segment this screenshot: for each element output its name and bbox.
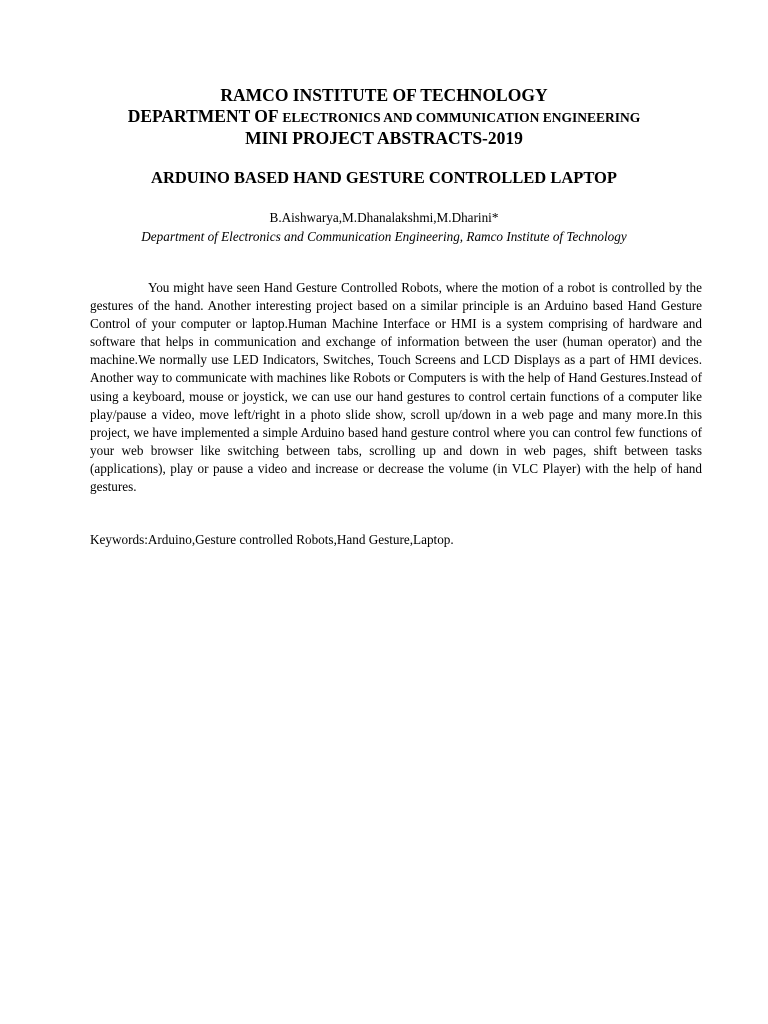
department-prefix: DEPARTMENT OF — [127, 106, 278, 126]
paper-affiliation: Department of Electronics and Communication Engineering, Ramco Institute of Technology — [141, 229, 627, 244]
institute-name: RAMCO INSTITUTE OF TECHNOLOGY — [220, 85, 548, 105]
document-header — [0, 85, 768, 149]
department-line — [0, 106, 768, 128]
abstract-body: You might have seen Hand Gesture Controlled Robots, where the motion of a robot is controlled by the gestures of the hand. Another interesting project based on a similar principle is an Arduino based Hand Gesture Control of your computer or laptop.Human Machine Interface or HMI is a system comprising of hardware and software that helps in communication and exchange of information between the user (human operator) and the machine.We normally use LED Indicators, Switches, Touch Screens and LCD Displays as a part of HMI devices. Another way to communicate with machines like Robots or Computers is with the help of Hand Gestures.Instead of using a keyboard, mouse or joystick, we can use our hand gestures to control certain functions of a computer like play/pause a video, move left/right in a photo slide show, scroll up/down in a web page and many more.In this project, we have implemented a simple Arduino based hand gesture control where you can control few functions of your web browser like switching between tabs, scrolling up and down in web pages, shift between tasks (applications), play or pause a video and increase or decrease the volume (in VLC Player) with the help of hand gestures. — [90, 280, 702, 495]
document-subtitle: MINI PROJECT ABSTRACTS-2019 — [245, 128, 523, 148]
paper-authors: B.Aishwarya,M.Dhanalakshmi,M.Dharini* — [269, 210, 499, 225]
department-name: ELECTRONICS AND COMMUNICATION ENGINEERING — [282, 110, 641, 125]
paper-title: ARDUINO BASED HAND GESTURE CONTROLLED LAPTOP — [151, 168, 617, 187]
keywords-line: Keywords:Arduino,Gesture controlled Robots,Hand Gesture,Laptop. — [90, 532, 454, 547]
